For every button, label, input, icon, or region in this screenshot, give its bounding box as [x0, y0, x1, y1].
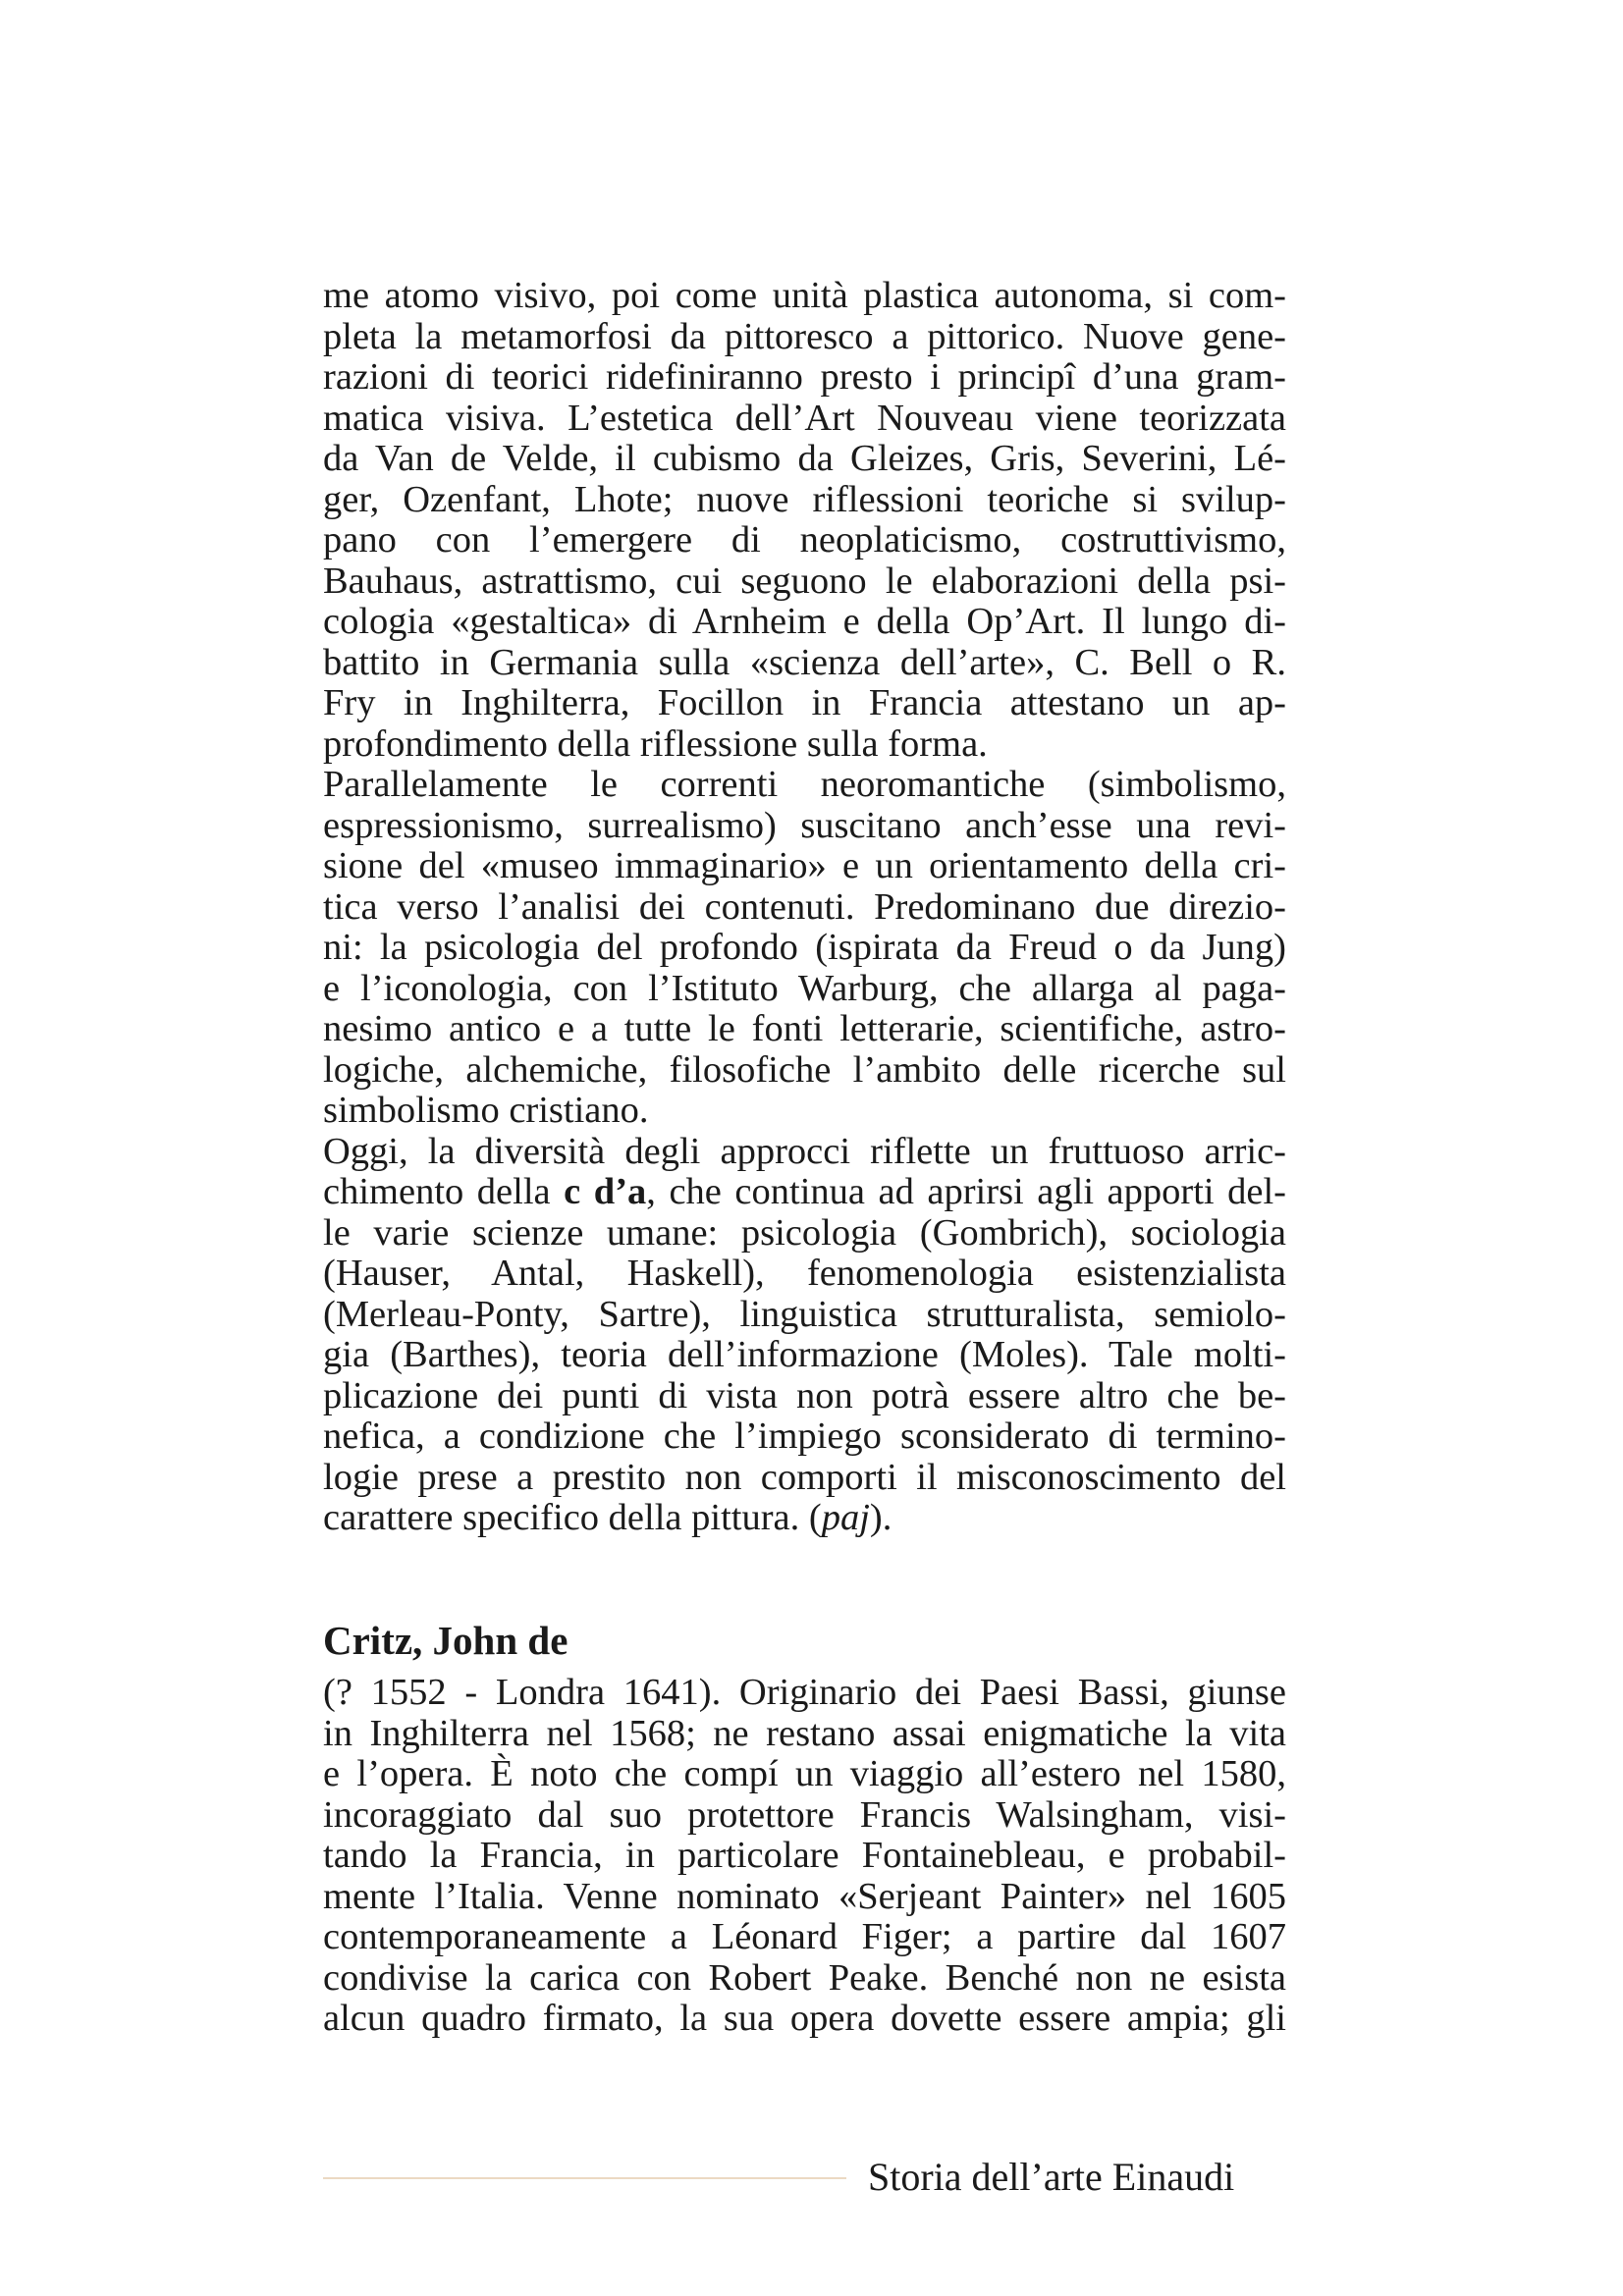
text-line: e l’iconologia, con l’Istituto Warburg, che allarga al paga-: [323, 967, 1286, 1009]
text-line: cologia «gestaltica» di Arnheim e della Op’Art. Il lungo di-: [323, 601, 1286, 642]
text-fragment: chimento della: [323, 1171, 565, 1212]
author-signature: paj: [821, 1497, 870, 1538]
text-line: incoraggiato dal suo protettore Francis Walsingham, visi-: [323, 1793, 1286, 1836]
text-line: pano con l’emergere di neoplaticismo, costruttivismo,: [323, 519, 1286, 561]
text-fragment: ).: [869, 1497, 893, 1538]
text-line: me atomo visivo, poi come unità plastica autonoma, si com-: [323, 275, 1286, 316]
text-line: matica visiva. L’estetica dell’Art Nouveau viene teorizzata: [323, 397, 1286, 439]
text-line: nesimo antico e a tutte le fonti letterarie, scientifiche, astro-: [323, 1008, 1286, 1049]
text-fragment: carattere specifico della pittura. (: [323, 1497, 822, 1538]
text-line: tando la Francia, in particolare Fontainebleau, e probabil-: [323, 1835, 1286, 1876]
text-line-with-abbreviation: [323, 1172, 1286, 1213]
text-line: battito in Germania sulla «scienza dell’arte», C. Bell o R.: [323, 641, 1286, 683]
paragraph-end-line: [323, 1498, 1286, 1539]
text-line: mente l’Italia. Venne nominato «Serjeant Painter» nel 1605: [323, 1875, 1286, 1917]
text-line: Oggi, la diversità degli approcci riflette un fruttuoso arric-: [323, 1130, 1286, 1172]
text-line: (Hauser, Antal, Haskell), fenomenologia esistenzialista: [323, 1253, 1286, 1294]
text-line: Bauhaus, astrattismo, cui seguono le elaborazioni della psi-: [323, 560, 1286, 602]
text-line: ger, Ozenfant, Lhote; nuove riflessioni teoriche si svilup-: [323, 478, 1286, 520]
text-line: logiche, alchemiche, filosofiche l’ambito delle ricerche sul: [323, 1048, 1286, 1091]
text-line: Fry in Inghilterra, Focillon in Francia attestano un ap-: [323, 682, 1286, 723]
abbreviation-bold: c d’a: [564, 1171, 647, 1212]
text-line: condivise la carica con Robert Peake. Benché non ne esista: [323, 1956, 1286, 1999]
footer-book-title: Storia dell’arte Einaudi: [868, 2155, 1235, 2199]
text-line: contemporaneamente a Léonard Figer; a partire dal 1607: [323, 1916, 1286, 1957]
footer-divider: [323, 2177, 846, 2179]
text-fragment: , che continua ad aprirsi agli apporti del-: [646, 1171, 1286, 1212]
text-line: in Inghilterra nel 1568; ne restano assai enigmatiche la vita: [323, 1712, 1286, 1754]
text-line: (? 1552 - Londra 1641). Originario dei Paesi Bassi, giunse: [323, 1672, 1286, 1713]
text-line: espressionismo, surrealismo) suscitano anch’esse una revi-: [323, 804, 1286, 846]
paragraph-end-line: profondimento della riflessione sulla forma.: [323, 722, 988, 765]
text-line: le varie scienze umane: psicologia (Gombrich), sociologia: [323, 1211, 1286, 1254]
text-line: gia (Barthes), teoria dell’informazione (Moles). Tale molti-: [323, 1334, 1286, 1375]
text-line: logie prese a prestito non comporti il misconoscimento del: [323, 1456, 1286, 1498]
text-line: alcun quadro firmato, la sua opera dovette essere ampia; gli: [323, 1998, 1286, 2039]
text-line: ni: la psicologia del profondo (ispirata da Freud o da Jung): [323, 927, 1286, 968]
text-line: Parallelamente le correnti neoromantiche (simbolismo,: [323, 764, 1286, 805]
text-line: (Merleau-Ponty, Sartre), linguistica strutturalista, semiolo-: [323, 1293, 1286, 1335]
entry-body-text: [323, 1673, 1286, 2040]
text-line: da Van de Velde, il cubismo da Gleizes, Gris, Severini, Lé-: [323, 438, 1286, 479]
text-line: tica verso l’analisi dei contenuti. Predominano due direzio-: [323, 885, 1286, 928]
text-line: plicazione dei punti di vista non potrà essere altro che be-: [323, 1374, 1286, 1416]
paragraph-end-line: simbolismo cristiano.: [323, 1090, 649, 1131]
text-line: razioni di teorici ridefiniranno presto i principî d’una gram-: [323, 356, 1286, 398]
text-line: nefica, a condizione che l’impiego sconsiderato di termino-: [323, 1415, 1286, 1457]
text-line: pleta la metamorfosi da pittoresco a pittorico. Nuove gene-: [323, 315, 1286, 357]
entry-heading: Critz, John de: [323, 1618, 568, 1663]
text-line: sione del «museo immaginario» e un orientamento della cri-: [323, 845, 1286, 886]
text-line: e l’opera. È noto che compí un viaggio all’estero nel 1580,: [323, 1753, 1286, 1794]
body-text-section: [323, 276, 1286, 1539]
